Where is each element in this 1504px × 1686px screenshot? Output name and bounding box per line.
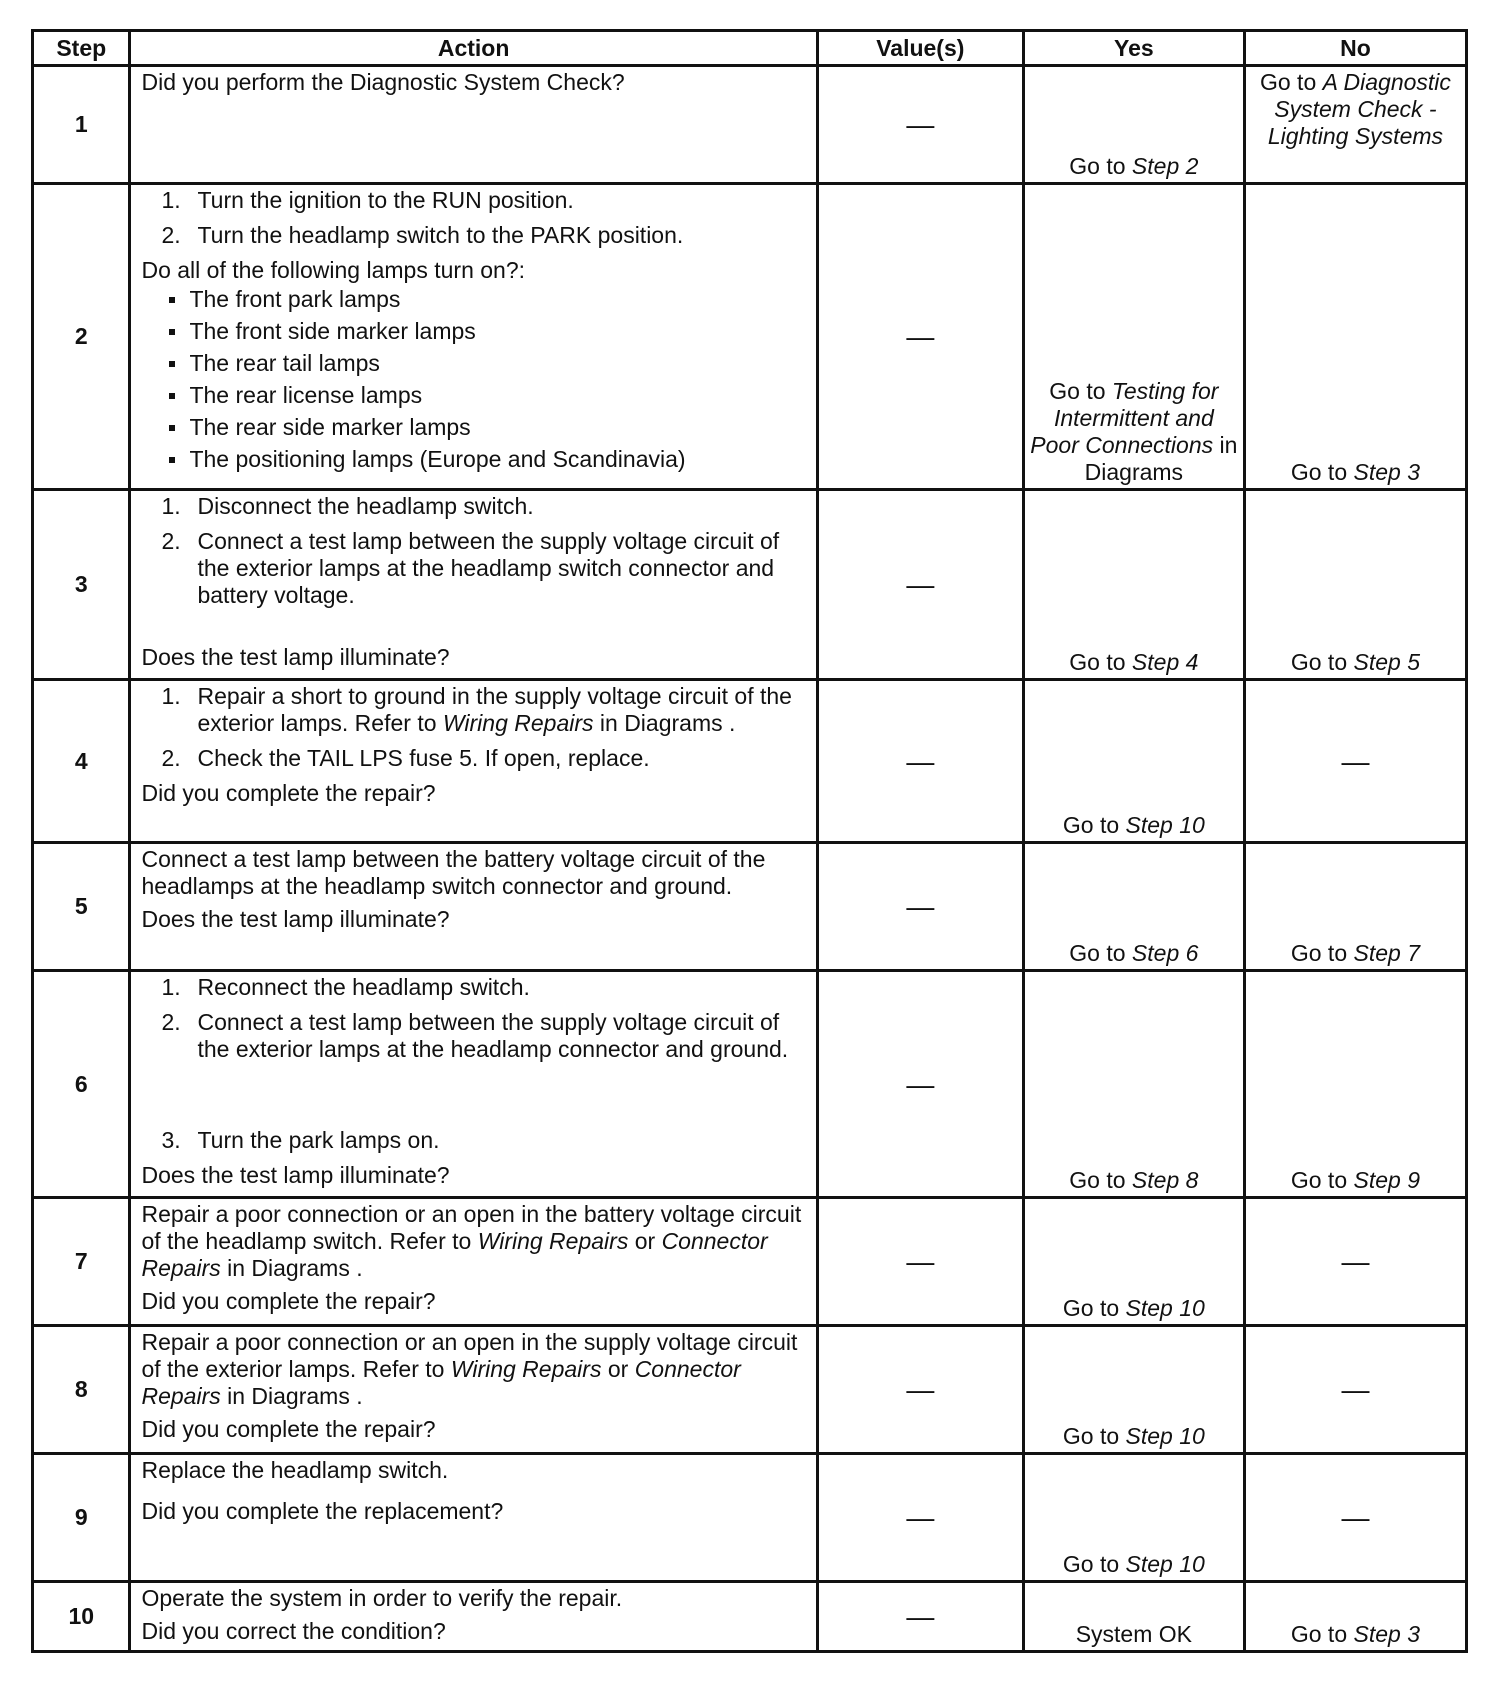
lamp-item: The front side marker lamps bbox=[167, 318, 807, 345]
action-question: Did you complete the replacement? bbox=[141, 1498, 504, 1524]
action-question: Did you perform the Diagnostic System Check? bbox=[141, 69, 625, 95]
yes-prefix: Go to bbox=[1062, 1423, 1126, 1449]
procedure-step: 1. Disconnect the headlamp switch. bbox=[161, 493, 534, 519]
action-text: Operate the system in order to verify the repair. bbox=[141, 1585, 623, 1611]
wiring-repairs-link[interactable]: Wiring Repairs bbox=[477, 1228, 629, 1254]
yes-link[interactable]: Step 4 bbox=[1131, 649, 1199, 675]
no-link[interactable]: Step 9 bbox=[1353, 1167, 1421, 1193]
lamp-list bbox=[141, 286, 807, 473]
yes-cell bbox=[1023, 490, 1244, 680]
yes-cell bbox=[1023, 184, 1244, 490]
value-cell: — bbox=[817, 184, 1023, 490]
action-cell bbox=[130, 490, 817, 680]
no-cell bbox=[1244, 1582, 1466, 1652]
yes-cell bbox=[1023, 843, 1244, 971]
action-question: Do all of the following lamps turn on?: bbox=[141, 257, 526, 283]
lamp-item: The positioning lamps (Europe and Scandinavia) bbox=[167, 446, 807, 473]
no-cell bbox=[1244, 66, 1466, 184]
value-cell: — bbox=[817, 843, 1023, 971]
step-number: 5 bbox=[33, 843, 130, 971]
yes-link[interactable]: Step 10 bbox=[1125, 812, 1205, 838]
yes-link[interactable]: Step 10 bbox=[1125, 1551, 1205, 1577]
lamp-item: The rear license lamps bbox=[167, 382, 807, 409]
step-number: 8 bbox=[33, 1326, 130, 1454]
no-cell bbox=[1244, 971, 1466, 1198]
action-cell bbox=[130, 971, 817, 1198]
yes-cell bbox=[1023, 66, 1244, 184]
action-cell bbox=[130, 66, 817, 184]
procedure-step: 3. Turn the park lamps on. bbox=[161, 1127, 440, 1153]
connector-repairs-link[interactable]: Connector Repairs bbox=[141, 1228, 768, 1281]
procedure-list bbox=[141, 187, 807, 249]
procedure-step: 2. Turn the headlamp switch to the PARK position. bbox=[161, 222, 684, 248]
lamp-item: The front park lamps bbox=[167, 286, 807, 313]
procedure-step: 2. Connect a test lamp between the supply voltage circuit of the exterior lamps at the headlamp switch connector and battery voltage. bbox=[161, 528, 780, 608]
step-number: 7 bbox=[33, 1198, 130, 1326]
action-cell bbox=[130, 680, 817, 843]
no-prefix: Go to bbox=[1290, 940, 1354, 966]
step-number: 1 bbox=[33, 66, 130, 184]
no-cell: — bbox=[1244, 680, 1466, 843]
yes-link[interactable]: Testing for Intermittent and Poor Connections bbox=[1030, 378, 1219, 458]
yes-prefix: Go to bbox=[1062, 1295, 1126, 1321]
no-link[interactable]: Step 5 bbox=[1353, 649, 1421, 675]
header-no: No bbox=[1244, 31, 1466, 66]
table-row bbox=[33, 184, 1467, 490]
header-action: Action bbox=[130, 31, 817, 66]
yes-link[interactable]: Step 10 bbox=[1125, 1295, 1205, 1321]
no-link[interactable]: A Diagnostic System Check - Lighting Systems bbox=[1267, 69, 1451, 149]
yes-link[interactable]: Step 6 bbox=[1131, 940, 1199, 966]
yes-prefix: Go to bbox=[1062, 1551, 1126, 1577]
value-cell: — bbox=[817, 1454, 1023, 1582]
header-row bbox=[33, 31, 1467, 66]
yes-cell bbox=[1023, 1326, 1244, 1454]
procedure-list bbox=[141, 1127, 807, 1154]
no-cell: — bbox=[1244, 1326, 1466, 1454]
table-row bbox=[33, 66, 1467, 184]
action-cell bbox=[130, 1198, 817, 1326]
no-cell: — bbox=[1244, 1198, 1466, 1326]
diagnostic-table bbox=[31, 29, 1468, 1653]
step-number: 10 bbox=[33, 1582, 130, 1652]
action-text: Repair a poor connection or an open in the supply voltage circuit of the exterior lamps. Refer to Wiring Repairs or Connector Repairs in Diagrams . bbox=[141, 1329, 798, 1409]
yes-prefix: Go to bbox=[1062, 812, 1126, 838]
procedure-step: 1. Repair a short to ground in the supply voltage circuit of the exterior lamps. Refer to Wiring Repairs in Diagrams . bbox=[161, 683, 792, 736]
action-cell bbox=[130, 843, 817, 971]
no-prefix: Go to bbox=[1290, 459, 1354, 485]
yes-cell bbox=[1023, 1454, 1244, 1582]
no-link[interactable]: Step 3 bbox=[1353, 1621, 1421, 1647]
table-row bbox=[33, 490, 1467, 680]
no-cell bbox=[1244, 184, 1466, 490]
action-text: Repair a poor connection or an open in the battery voltage circuit of the headlamp switch. Refer to Wiring Repairs or Connector Repairs in Diagrams . bbox=[141, 1201, 802, 1281]
no-prefix: Go to bbox=[1290, 1621, 1354, 1647]
step-number: 9 bbox=[33, 1454, 130, 1582]
no-prefix: Go to bbox=[1290, 649, 1354, 675]
procedure-list bbox=[141, 683, 807, 772]
table-row bbox=[33, 680, 1467, 843]
procedure-list bbox=[141, 974, 807, 1071]
action-question: Did you complete the repair? bbox=[141, 780, 436, 806]
step-number: 3 bbox=[33, 490, 130, 680]
action-cell bbox=[130, 1454, 817, 1582]
yes-cell: System OK bbox=[1023, 1582, 1244, 1652]
lamp-item: The rear tail lamps bbox=[167, 350, 807, 377]
action-question: Did you complete the repair? bbox=[141, 1416, 436, 1442]
table-row bbox=[33, 1198, 1467, 1326]
yes-cell bbox=[1023, 1198, 1244, 1326]
yes-cell bbox=[1023, 680, 1244, 843]
value-cell: — bbox=[817, 1326, 1023, 1454]
yes-link[interactable]: Step 2 bbox=[1131, 153, 1199, 179]
wiring-repairs-link[interactable]: Wiring Repairs bbox=[442, 710, 594, 736]
yes-link[interactable]: Step 10 bbox=[1125, 1423, 1205, 1449]
no-link[interactable]: Step 3 bbox=[1353, 459, 1421, 485]
action-cell bbox=[130, 1326, 817, 1454]
action-cell bbox=[130, 184, 817, 490]
table-row bbox=[33, 1326, 1467, 1454]
value-cell: — bbox=[817, 66, 1023, 184]
no-prefix: Go to bbox=[1259, 69, 1323, 95]
no-cell: — bbox=[1244, 1454, 1466, 1582]
no-cell bbox=[1244, 843, 1466, 971]
action-cell bbox=[130, 1582, 817, 1652]
no-prefix: Go to bbox=[1290, 1167, 1354, 1193]
value-cell: — bbox=[817, 490, 1023, 680]
step-number: 4 bbox=[33, 680, 130, 843]
yes-prefix: Go to bbox=[1069, 940, 1132, 966]
action-text: Connect a test lamp between the battery voltage circuit of the headlamps at the headlamp switch connector and ground. bbox=[141, 846, 766, 899]
step-number: 6 bbox=[33, 971, 130, 1198]
value-cell: — bbox=[817, 1582, 1023, 1652]
header-yes: Yes bbox=[1023, 31, 1244, 66]
action-question: Did you complete the repair? bbox=[141, 1288, 436, 1314]
yes-link[interactable]: Step 8 bbox=[1131, 1167, 1199, 1193]
action-question: Does the test lamp illuminate? bbox=[141, 906, 450, 932]
table-row bbox=[33, 1454, 1467, 1582]
no-cell bbox=[1244, 490, 1466, 680]
action-question: Does the test lamp illuminate? bbox=[141, 644, 450, 670]
procedure-step: 2. Check the TAIL LPS fuse 5. If open, replace. bbox=[161, 745, 650, 771]
action-text: Replace the headlamp switch. bbox=[141, 1457, 449, 1483]
wiring-repairs-link[interactable]: Wiring Repairs bbox=[450, 1356, 602, 1382]
header-values: Value(s) bbox=[817, 31, 1023, 66]
step-number: 2 bbox=[33, 184, 130, 490]
connector-repairs-link[interactable]: Connector Repairs bbox=[141, 1356, 741, 1409]
yes-cell bbox=[1023, 971, 1244, 1198]
action-question: Does the test lamp illuminate? bbox=[141, 1162, 450, 1188]
procedure-step: 2. Connect a test lamp between the supply voltage circuit of the exterior lamps at the headlamp connector and ground. bbox=[161, 1009, 789, 1062]
header-step: Step bbox=[33, 31, 130, 66]
procedure-step: 1. Reconnect the headlamp switch. bbox=[161, 974, 530, 1000]
procedure-step: 1. Turn the ignition to the RUN position. bbox=[161, 187, 574, 213]
value-cell: — bbox=[817, 1198, 1023, 1326]
procedure-list bbox=[141, 493, 807, 617]
value-cell: — bbox=[817, 680, 1023, 843]
yes-prefix: Go to bbox=[1069, 1167, 1132, 1193]
lamp-item: The rear side marker lamps bbox=[167, 414, 807, 441]
action-question: Did you correct the condition? bbox=[141, 1618, 446, 1644]
value-cell: — bbox=[817, 971, 1023, 1198]
yes-suffix: in Diagrams bbox=[1084, 432, 1238, 485]
no-link[interactable]: Step 7 bbox=[1353, 940, 1421, 966]
table-row bbox=[33, 1582, 1467, 1652]
yes-prefix: Go to bbox=[1069, 153, 1132, 179]
table-row bbox=[33, 843, 1467, 971]
table-row bbox=[33, 971, 1467, 1198]
yes-prefix: Go to bbox=[1069, 649, 1132, 675]
yes-prefix: Go to bbox=[1049, 378, 1112, 404]
